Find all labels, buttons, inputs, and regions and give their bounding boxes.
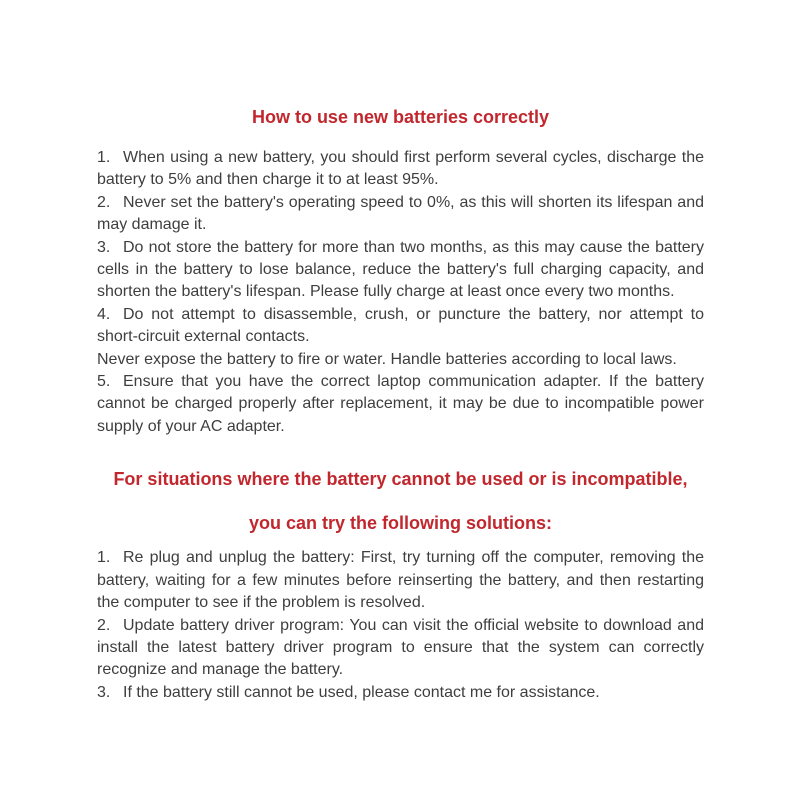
list-item [97, 615, 704, 682]
item-text: When using a new battery, you should first perform several cycles, discharge the battery to 5% and then charge it to at least 95%. [97, 149, 704, 189]
content-column [97, 106, 704, 704]
item-text: Ensure that you have the correct laptop communication adapter. If the battery cannot be charged properly after replacement, it may be due to incompatible power supply of your AC adapter. [97, 373, 704, 435]
list-item [97, 192, 704, 237]
item-text: Re plug and unplug the battery: First, try turning off the computer, removing the battery, waiting for a few minutes before reinserting the battery, and then restarting the computer to see if the problem is resolved. [97, 549, 704, 612]
item-number: 2. [97, 616, 111, 634]
troubleshooting-list [97, 547, 704, 704]
item-text: Do not attempt to disassemble, crush, or puncture the battery, nor attempt to short-circuit external contacts. [97, 305, 704, 346]
list-item [97, 304, 704, 349]
list-item [97, 237, 704, 304]
item-number: 1. [97, 549, 111, 567]
usage-instruction-list [97, 147, 704, 438]
item-text: Never expose the battery to fire or water. Handle batteries according to local laws. [97, 350, 677, 368]
section2-title-line1: For situations where the battery cannot be used or is incompatible, [113, 469, 688, 490]
section2-title-line2: you can try the following solutions: [248, 513, 552, 534]
item-text: Do not store the battery for more than two months, as this may cause the battery cells in the battery to lose balance, reduce the battery's full charging capacity, and shorten the battery's lifespan. Please fully charge at least once every two months. [97, 238, 704, 301]
section1-title: How to use new batteries correctly [251, 107, 550, 127]
item-number: 1. [97, 149, 111, 166]
item-text: Never set the battery's operating speed to 0%, as this will shorten its lifespan and may damage it. [97, 193, 704, 234]
item-text: If the battery still cannot be used, please contact me for assistance. [123, 683, 600, 701]
item-number: 3. [97, 238, 111, 256]
list-item [97, 547, 704, 614]
item-number: 5. [97, 373, 111, 391]
list-item [97, 371, 704, 438]
item-text: Update battery driver program: You can visit the official website to download and install the latest battery driver program to ensure that the system can correctly recognize and manage the battery. [97, 616, 704, 679]
item-number: 3. [97, 683, 111, 701]
item-number: 2. [97, 193, 111, 211]
list-item [97, 147, 704, 192]
list-item [97, 682, 704, 704]
item-number: 4. [97, 305, 111, 323]
list-item [97, 349, 704, 371]
